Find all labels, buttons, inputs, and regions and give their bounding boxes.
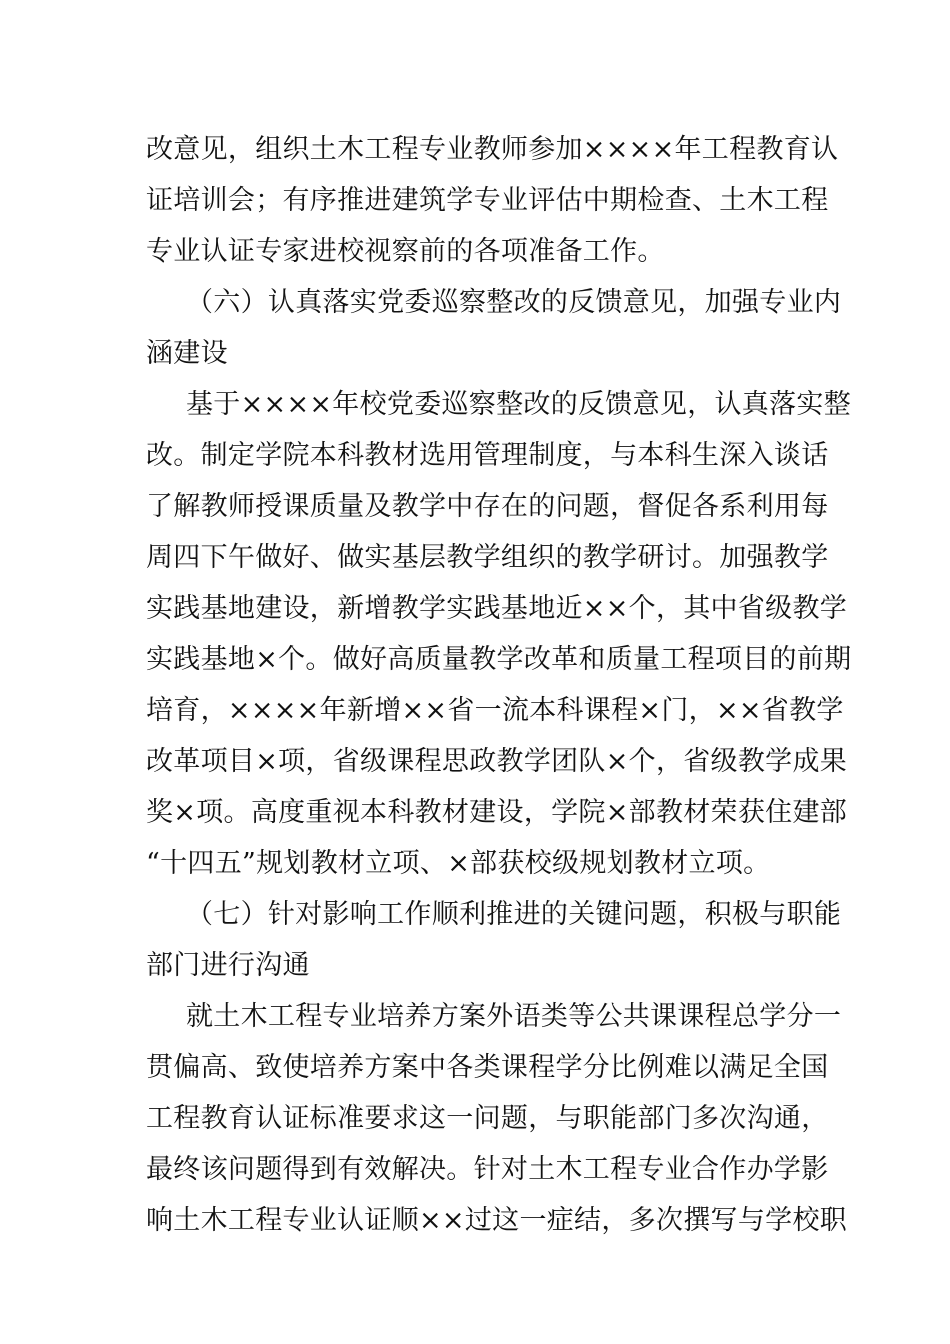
paragraph-line: 实践基地×个。做好高质量教学改革和质量工程项目的前期 xyxy=(146,644,852,675)
paragraph-line: 实践基地建设，新增教学实践基地近××个，其中省级教学 xyxy=(146,593,848,624)
paragraph-line: 最终该问题得到有效解决。针对土木工程专业合作办学影 xyxy=(146,1154,829,1185)
paragraph-line: 工程教育认证标准要求这一问题，与职能部门多次沟通， xyxy=(146,1103,829,1134)
section-heading-line: （七）针对影响工作顺利推进的关键问题，积极与职能 xyxy=(186,899,842,930)
section-heading-line: 部门进行沟通 xyxy=(146,950,310,981)
paragraph-line: 周四下午做好、做实基层教学组织的教学研讨。加强教学 xyxy=(146,542,829,573)
paragraph-line: 就土木工程专业培养方案外语类等公共课课程总学分一 xyxy=(186,1001,842,1032)
paragraph-line: 改意见，组织土木工程专业教师参加××××年工程教育认 xyxy=(146,134,839,165)
paragraph-line: 改。制定学院本科教材选用管理制度，与本科生深入谈话 xyxy=(146,440,829,471)
paragraph-line: 响土木工程专业认证顺××过这一症结，多次撰写与学校职 xyxy=(146,1205,848,1236)
paragraph-line: 贯偏高、致使培养方案中各类课程学分比例难以满足全国 xyxy=(146,1052,829,1083)
section-heading-line: （六）认真落实党委巡察整改的反馈意见，加强专业内 xyxy=(186,287,842,318)
paragraph-line: 改革项目×项，省级课程思政教学团队×个，省级教学成果 xyxy=(146,746,848,777)
paragraph-line: 奖×项。高度重视本科教材建设，学院×部教材荣获住建部 xyxy=(146,797,848,828)
paragraph-line: 证培训会；有序推进建筑学专业评估中期检查、土木工程 xyxy=(146,185,829,216)
paragraph-line: 了解教师授课质量及教学中存在的问题，督促各系利用每 xyxy=(146,491,829,522)
paragraph-line: 专业认证专家进校视察前的各项准备工作。 xyxy=(146,236,665,267)
paragraph-line: “十四五”规划教材立项、×部获校级规划教材立项。 xyxy=(146,848,771,879)
document-body xyxy=(146,124,852,1246)
paragraph-line: 基于××××年校党委巡察整改的反馈意见，认真落实整 xyxy=(186,389,851,420)
section-heading-line: 涵建设 xyxy=(146,338,228,369)
paragraph-line: 培育，××××年新增××省一流本科课程×门，××省教学 xyxy=(146,695,844,726)
